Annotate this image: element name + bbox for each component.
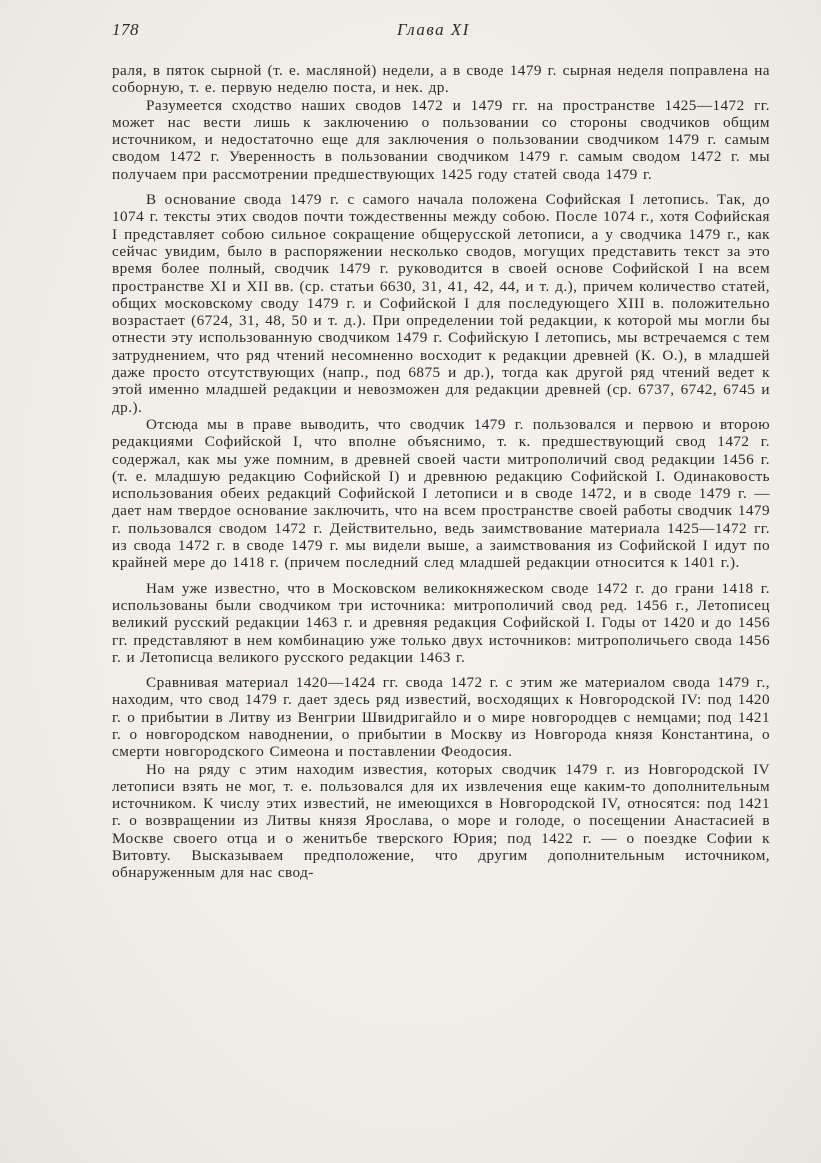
running-head: Глава XI (397, 20, 470, 39)
paragraph: Разумеется сходство наших сводов 1472 и 1479 гг. на пространстве 1425—1472 гг. может нас вести лишь к заключению о пользовании со стороны сводчиков общим источником, и недостаточно еще для заключения о пользовании сводчиком 1479 г. самым сводом 1472 г. Уверенность в пользовании сводчиком 1479 г. самым сводом 1472 г. мы получаем при рассмотрении предшествующих 1425 году статей свода 1479 г. (112, 96, 770, 183)
page-header (112, 20, 772, 44)
paragraph: В основание свода 1479 г. с самого начала положена Софийская I летопись. Так, до 1074 г. тексты этих сводов почти тождественны между собою. После 1074 г., хотя Софийская I представляет собою сильное сокращение общерусской летописи, а у сводчика 1479 г., как сейчас увидим, было в распоряжении несколько сводов, могущих представить текст за это время более полный, сводчик 1479 г. руководится в своей основе Софийской I на всем пространстве XI и XII вв. (ср. статьи 6630, 31, 41, 42, 44, и т. д.), причем количество статей, общих московскому своду 1479 г. и Софийской I для последующего XIII в. положительно возрастает (6724, 31, 48, 50 и т. д.). При определении той редакции, к которой мы могли бы отнести эту использованную сводчиком 1479 г. Софийскую I летопись, мы встречаемся с тем затруднением, что ряд чтений несомненно восходит к редакции древней (К. О.), в младшей даже просто отсутствующих (напр., под 6875 и др.), тогда как другой ряд чтений ведет к этой именно младшей редакции и невозможен для редакции древней (ср. 6737, 6742, 6745 и др.). (112, 191, 770, 416)
paragraph: Нам уже известно, что в Московском великокняжеском своде 1472 г. до грани 1418 г. использованы были сводчиком три источника: митрополичий свод ред. 1456 г., Летописец великий русский редакции 1463 г. и древняя редакция Софийской I. Годы от 1420 и до 1456 гг. представляют в нем комбинацию уже только двух источников: митрополичьего свода 1456 г. и Летописца великого русского редакции 1463 г. (112, 579, 770, 666)
body-text (112, 62, 770, 890)
paragraph-continuation: раля, в пяток сырной (т. е. масляной) недели, а в своде 1479 г. сырная неделя поправлена на соборную, т. е. первую неделю поста, и нек. др. (112, 62, 770, 97)
page-number: 178 (112, 20, 139, 39)
paragraph: Отсюда мы в праве выводить, что сводчик 1479 г. пользовался и первою и второю редакциями Софийской I, что вполне объяснимо, т. к. предшествующий свод 1472 г. содержал, как мы уже помним, в древней своей части митрополичий свод редакции 1456 г. (т. е. младшую редакцию Софийской I) и древнюю редакцию Софийской I. Одинаковость использования обеих редакций Софийской I летописи и в своде 1472, и в своде 1479 г. — дает нам твердое основание заключить, что на всем пространстве своей работы сводчик 1479 г. пользовался сводом 1472 г. Действительно, ведь заимствование материала 1425—1472 гг. из свода 1472 г. в своде 1479 г. мы видели выше, а заимствования из Софийской I идут по крайней мере до 1418 г. (причем последний след младшей редакции относится к 1401 г.). (112, 415, 770, 572)
paragraph: Сравнивая материал 1420—1424 гг. свода 1472 г. с этим же материалом свода 1479 г., находим, что свод 1479 г. дает здесь ряд известий, восходящих к Новгородской IV: под 1420 г. о прибытии в Литву из Венгрии Швидригайло и о мире новгородцев с немцами; под 1421 г. о новгородском наводнении, о прибытии в Москву из Новгорода князя Константина, о смерти новгородского Симеона и поставлении Феодосия. (112, 674, 770, 761)
paragraph: Но на ряду с этим находим известия, которых сводчик 1479 г. из Новгородской IV летописи взять не мог, т. е. пользовался для их извлечения еще каким-то дополнительным источником. К числу этих известий, не имеющихся в Новгородской IV, относятся: под 1421 г. о возвращении из Литвы князя Ярослава, о море и голоде, о посещении Анастасией в Москве своего отца и о женитьбе тверского Юрия; под 1422 г. — о поездке Софии к Витовту. Высказываем предположение, что другим дополнительным источником, обнаруженным для нас свод- (112, 760, 770, 882)
